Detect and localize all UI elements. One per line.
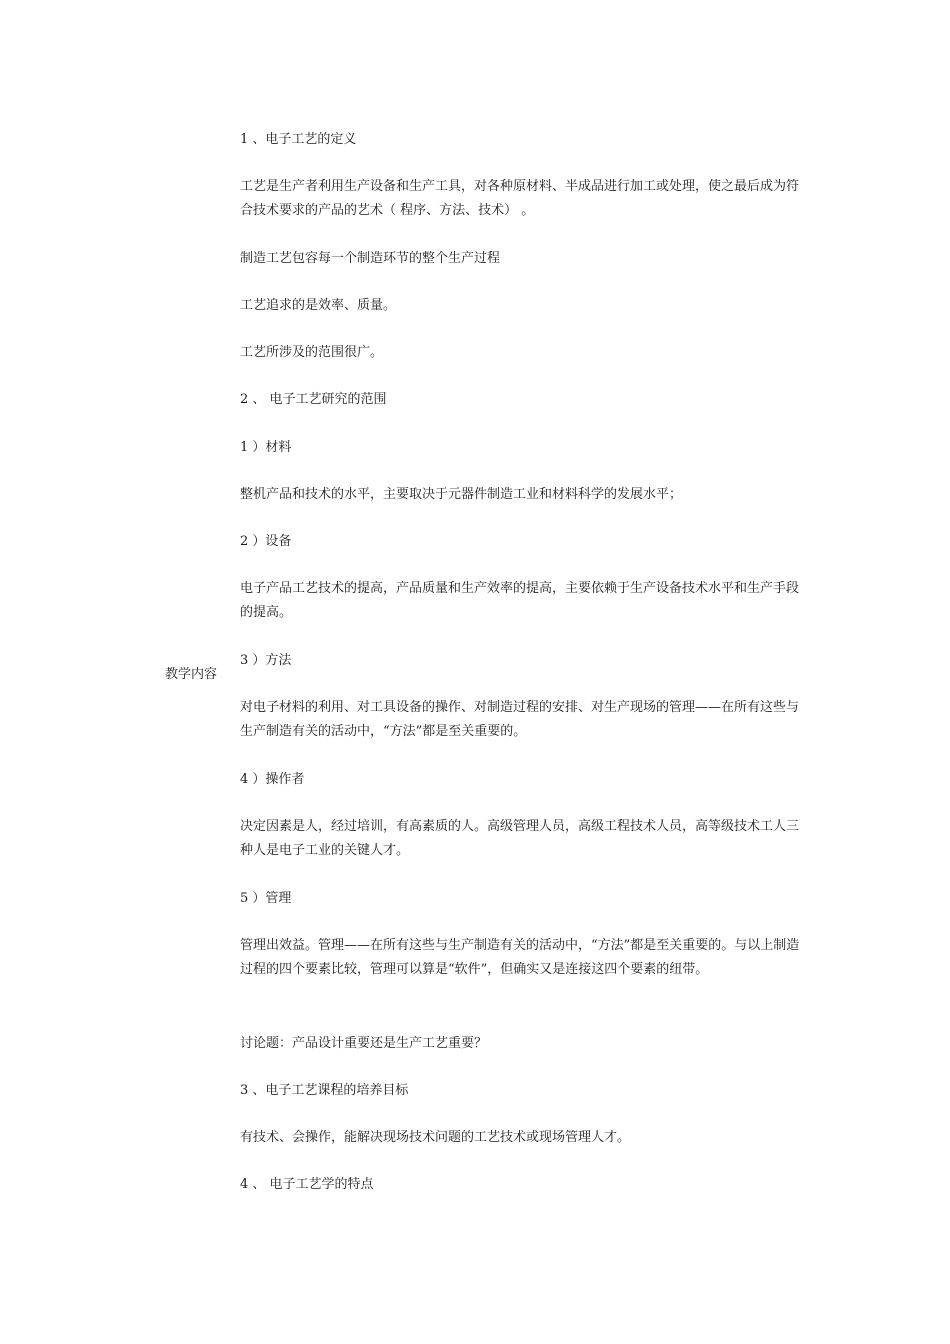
paragraph-scope: 工艺所涉及的范围很广。 xyxy=(240,345,384,360)
paragraph-operators: 决定因素是人，经过培训，有高素质的人。高级管理人员，高级工程技术人员，高等级技术工人三种人是电子工业的关键人才。 xyxy=(240,819,800,858)
paragraph-management: 管理出效益。管理——在所有这些与生产制造有关的活动中，“方法”都是至关重要的。与以上制造过程的四个要素比较，管理可以算是“软件”，但确实又是连接这四个要素的纽带。 xyxy=(240,938,800,977)
heading-course-goals: 3 、电子工艺课程的培养目标 xyxy=(240,1083,409,1098)
subheading-equipment: 2 ）设备 xyxy=(240,534,292,549)
paragraph-course-goals: 有技术、会操作，能解决现场技术问题的工艺技术或现场管理人才。 xyxy=(240,1130,631,1145)
heading-research-scope: 2 、 电子工艺研究的范围 xyxy=(240,392,387,407)
subheading-operators: 4 ）操作者 xyxy=(240,772,305,787)
paragraph-equipment: 电子产品工艺技术的提高，产品质量和生产效率的提高，主要依赖于生产设备技术水平和生产手段的提高。 xyxy=(240,581,800,620)
row-label: 教学内容 xyxy=(165,667,218,682)
subheading-management: 5 ）管理 xyxy=(240,891,292,906)
subheading-materials: 1 ）材料 xyxy=(240,440,292,455)
paragraph-process: 制造工艺包容每一个制造环节的整个生产过程 xyxy=(240,251,501,266)
heading-characteristics: 4 、 电子工艺学的特点 xyxy=(240,1177,374,1192)
paragraph-materials: 整机产品和技术的水平，主要取决于元器件制造工业和材料科学的发展水平； xyxy=(240,487,683,502)
heading-definition: 1 、电子工艺的定义 xyxy=(240,132,357,147)
paragraph-definition: 工艺是生产者利用生产设备和生产工具，对各种原材料、半成品进行加工或处理，使之最后成为符合技术要求的产品的艺术（ 程序、方法、技术） 。 xyxy=(240,179,800,218)
paragraph-pursuit: 工艺追求的是效率、质量。 xyxy=(240,298,397,313)
subheading-methods: 3 ）方法 xyxy=(240,653,292,668)
paragraph-methods: 对电子材料的利用、对工具设备的操作、对制造过程的安排、对生产现场的管理——在所有这些与生产制造有关的活动中，“方法”都是至关重要的。 xyxy=(240,700,800,739)
paragraph-discussion: 讨论题：产品设计重要还是生产工艺重要？ xyxy=(240,1036,488,1051)
